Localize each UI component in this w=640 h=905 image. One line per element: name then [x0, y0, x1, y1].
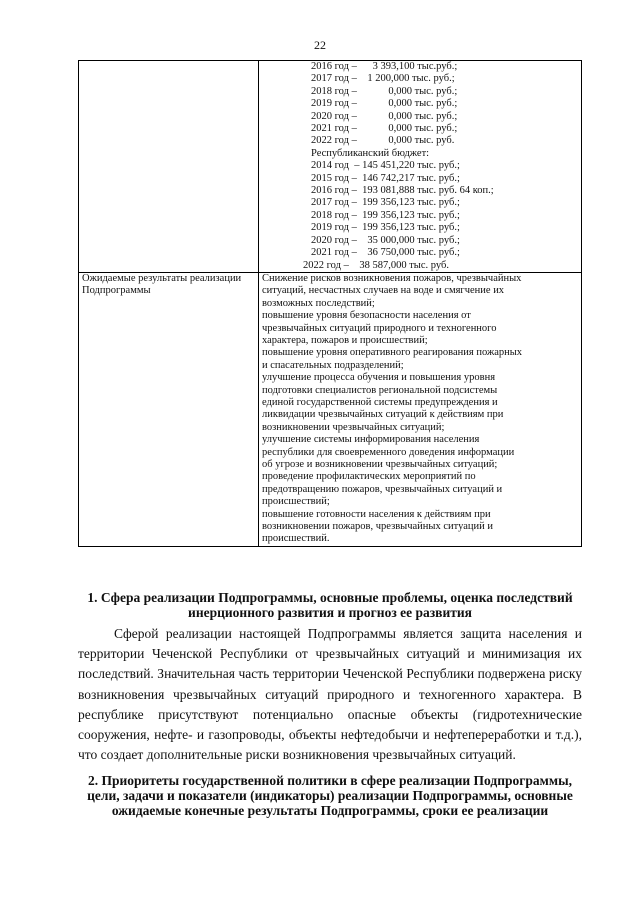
result-line: и спасательных подразделений;: [262, 359, 404, 371]
result-line: проведение профилактических мероприятий по: [262, 471, 476, 483]
result-line: ликвидации чрезвычайных ситуаций к действиям при: [262, 409, 504, 421]
result-line: возможных последствий;: [262, 297, 375, 309]
budget-line: 2019 год – 199 356,123 тыс. руб.;: [311, 222, 460, 234]
subprogram-passport-table: [78, 60, 582, 547]
budget-line: Республиканский бюджет:: [311, 147, 430, 159]
result-line: единой государственной системы предупреждения и: [262, 396, 498, 408]
budget-line: 2019 год – 0,000 тыс. руб.;: [311, 98, 458, 110]
budget-line: 2017 год – 1 200,000 тыс. руб.;: [311, 73, 455, 85]
result-line: Снижение рисков возникновения пожаров, чрезвычайных: [262, 272, 522, 284]
table-row: [79, 61, 582, 273]
budget-line: 2016 год – 193 081,888 тыс. руб. 64 коп.;: [311, 185, 494, 197]
results-label-cell: Ожидаемые результаты реализации Подпрограммы: [79, 272, 259, 546]
result-line: повышение готовности населения к действиям при: [262, 508, 491, 520]
budget-line: 2021 год – 0,000 тыс. руб.;: [311, 123, 458, 135]
result-line: чрезвычайных ситуаций природного и техногенного: [262, 322, 497, 334]
budget-line: 2018 год – 199 356,123 тыс. руб.;: [311, 209, 460, 221]
page-number: 22: [314, 38, 326, 52]
result-line: характера, пожаров и происшествий;: [262, 334, 428, 346]
section-1-heading: 1. Сфера реализации Подпрограммы, основные проблемы, оценка последствий инерционного развития и прогноз ее развития: [87, 590, 573, 620]
section-2-heading: 2. Приоритеты государственной политики в сфере реализации Подпрограммы, цели, задачи и показатели (индикаторы) реализации Подпрограммы, основные ожидаемые конечные результаты Подпрограммы, сроки ее реализации: [87, 773, 573, 818]
result-line: происшествий;: [262, 496, 330, 508]
result-line: ситуаций, несчастных случаев на воде и смягчение их: [262, 285, 505, 297]
budget-line: 2015 год – 146 742,217 тыс. руб.;: [311, 172, 460, 184]
budget-line: 2017 год – 199 356,123 тыс. руб.;: [311, 197, 460, 209]
result-line: подготовки специалистов региональной подсистемы: [262, 384, 498, 396]
table-row: [79, 272, 582, 546]
result-line: возникновении пожаров, чрезвычайных ситуаций и: [262, 521, 493, 533]
budget-line: 2022 год – 0,000 тыс. руб.: [311, 135, 455, 147]
result-line: предотвращению пожаров, чрезвычайных ситуаций и: [262, 483, 503, 495]
budget-line: 2022 год – 38 587,000 тыс. руб.: [303, 259, 449, 271]
results-cell: [259, 272, 582, 546]
result-line: улучшение процесса обучения и повышения уровня: [262, 372, 496, 384]
result-line: повышение уровня оперативного реагирования пожарных: [262, 347, 523, 359]
result-line: улучшение системы информирования населения: [262, 434, 480, 446]
result-line: возникновении чрезвычайных ситуаций;: [262, 421, 445, 433]
budget-line: 2020 год – 35 000,000 тыс. руб.;: [311, 234, 460, 246]
budget-cell: [259, 61, 582, 273]
result-line: происшествий.: [262, 533, 330, 545]
table-cell-empty: [79, 61, 259, 273]
budget-line: 2018 год – 0,000 тыс. руб.;: [311, 85, 458, 97]
budget-line: 2021 год – 36 750,000 тыс. руб.;: [311, 247, 460, 259]
result-line: республики для своевременного доведения информации: [262, 446, 515, 458]
result-line: об угрозе и возникновении чрезвычайных ситуаций;: [262, 459, 498, 470]
section-1-paragraph: Сферой реализации настоящей Подпрограммы является защита населения и территории Чеченской Республики от чрезвычайных ситуаций и минимизация их последствий. Значительная часть территории Чеченской Республики подвержена риску возникновения чрезвычайных ситуаций природного и техногенного характера. В республике присутствуют потенциально опасные объекты (гидротехнические сооружения, нефте- и газопроводы, объекты нефтедобычи и нефтепереработки и т.д.), что создает дополнительные риски возникновения чрезвычайных ситуаций.: [78, 626, 582, 763]
budget-line: 2014 год – 145 451,220 тыс. руб.;: [311, 160, 460, 172]
result-line: повышение уровня безопасности населения от: [262, 310, 471, 322]
budget-line: 2016 год – 3 393,100 тыс.руб.;: [311, 61, 458, 72]
budget-line: 2020 год – 0,000 тыс. руб.;: [311, 110, 458, 122]
